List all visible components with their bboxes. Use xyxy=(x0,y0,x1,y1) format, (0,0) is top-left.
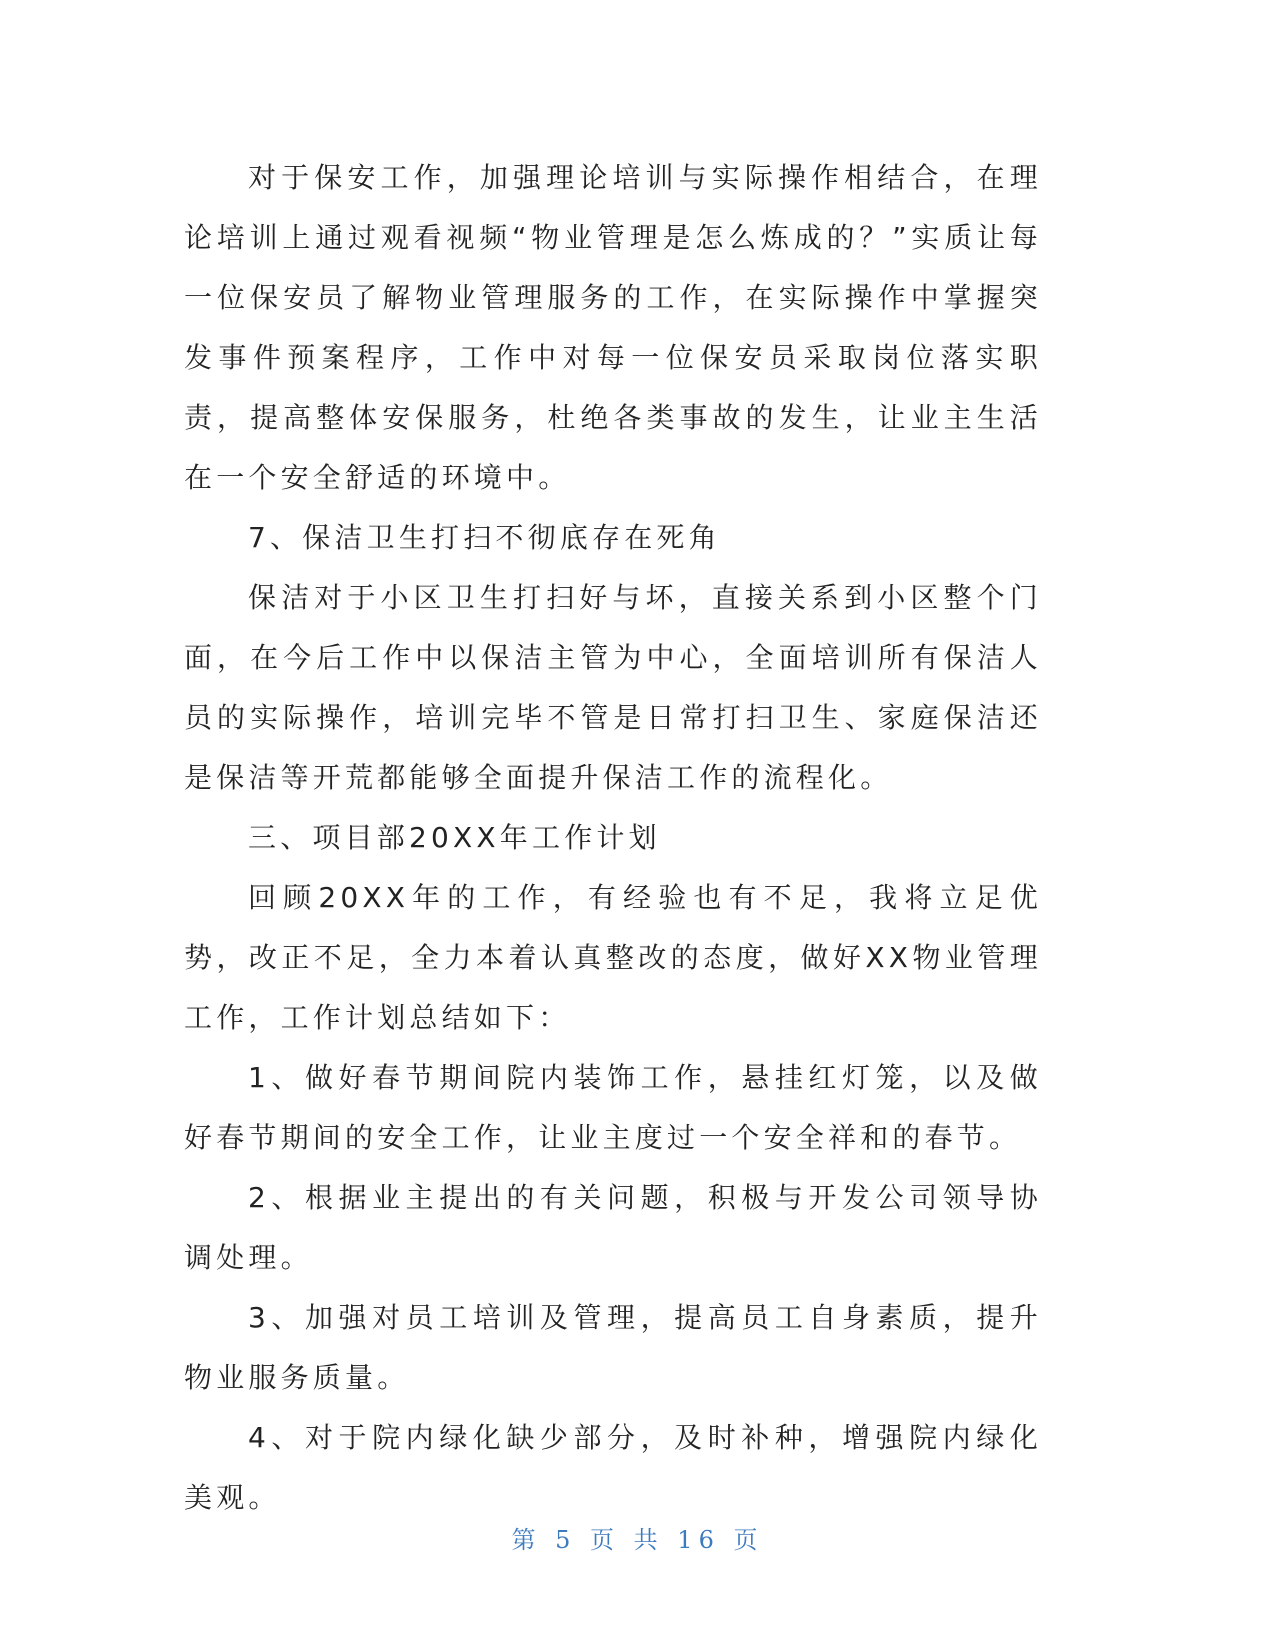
document-body xyxy=(184,148,1042,1528)
plan-item-4: 4、对于院内绿化缺少部分，及时补种，增强院内绿化美观。 xyxy=(184,1421,1042,1514)
plan-item-3: 3、加强对员工培训及管理，提高员工自身素质，提升物业服务质量。 xyxy=(184,1301,1042,1394)
paragraph-cleaning: 保洁对于小区卫生打扫好与坏，直接关系到小区整个门面，在今后工作中以保洁主管为中心，全面培训所有保洁人员的实际操作，培训完毕不管是日常打扫卫生、家庭保洁还是保洁等开荒都能够全面提升保洁工作的流程化。 xyxy=(184,581,1042,794)
heading-item-7-cleaning: 7、保洁卫生打扫不彻底存在死角 xyxy=(248,521,721,554)
plan-item-1: 1、做好春节期间院内装饰工作，悬挂红灯笼，以及做好春节期间的安全工作，让业主度过一个安全祥和的春节。 xyxy=(184,1061,1042,1154)
paragraph-security-training: 对于保安工作，加强理论培训与实际操作相结合，在理论培训上通过观看视频“物业管理是怎么炼成的？”实质让每一位保安员了解物业管理服务的工作，在实际操作中掌握突发事件预案程序，工作中对每一位保安员采取岗位落实职责，提高整体安保服务，杜绝各类事故的发生，让业主生活在一个安全舒适的环境中。 xyxy=(184,161,1042,494)
plan-item-2: 2、根据业主提出的有关问题，积极与开发公司领导协调处理。 xyxy=(184,1181,1042,1274)
heading-section-3-plan: 三、项目部20XX年工作计划 xyxy=(248,821,661,854)
paragraph-review: 回顾20XX年的工作，有经验也有不足，我将立足优势，改正不足，全力本着认真整改的态度，做好XX物业管理工作，工作计划总结如下： xyxy=(184,881,1042,1034)
page-number-footer: 第 5 页 共 16 页 xyxy=(511,1526,764,1554)
